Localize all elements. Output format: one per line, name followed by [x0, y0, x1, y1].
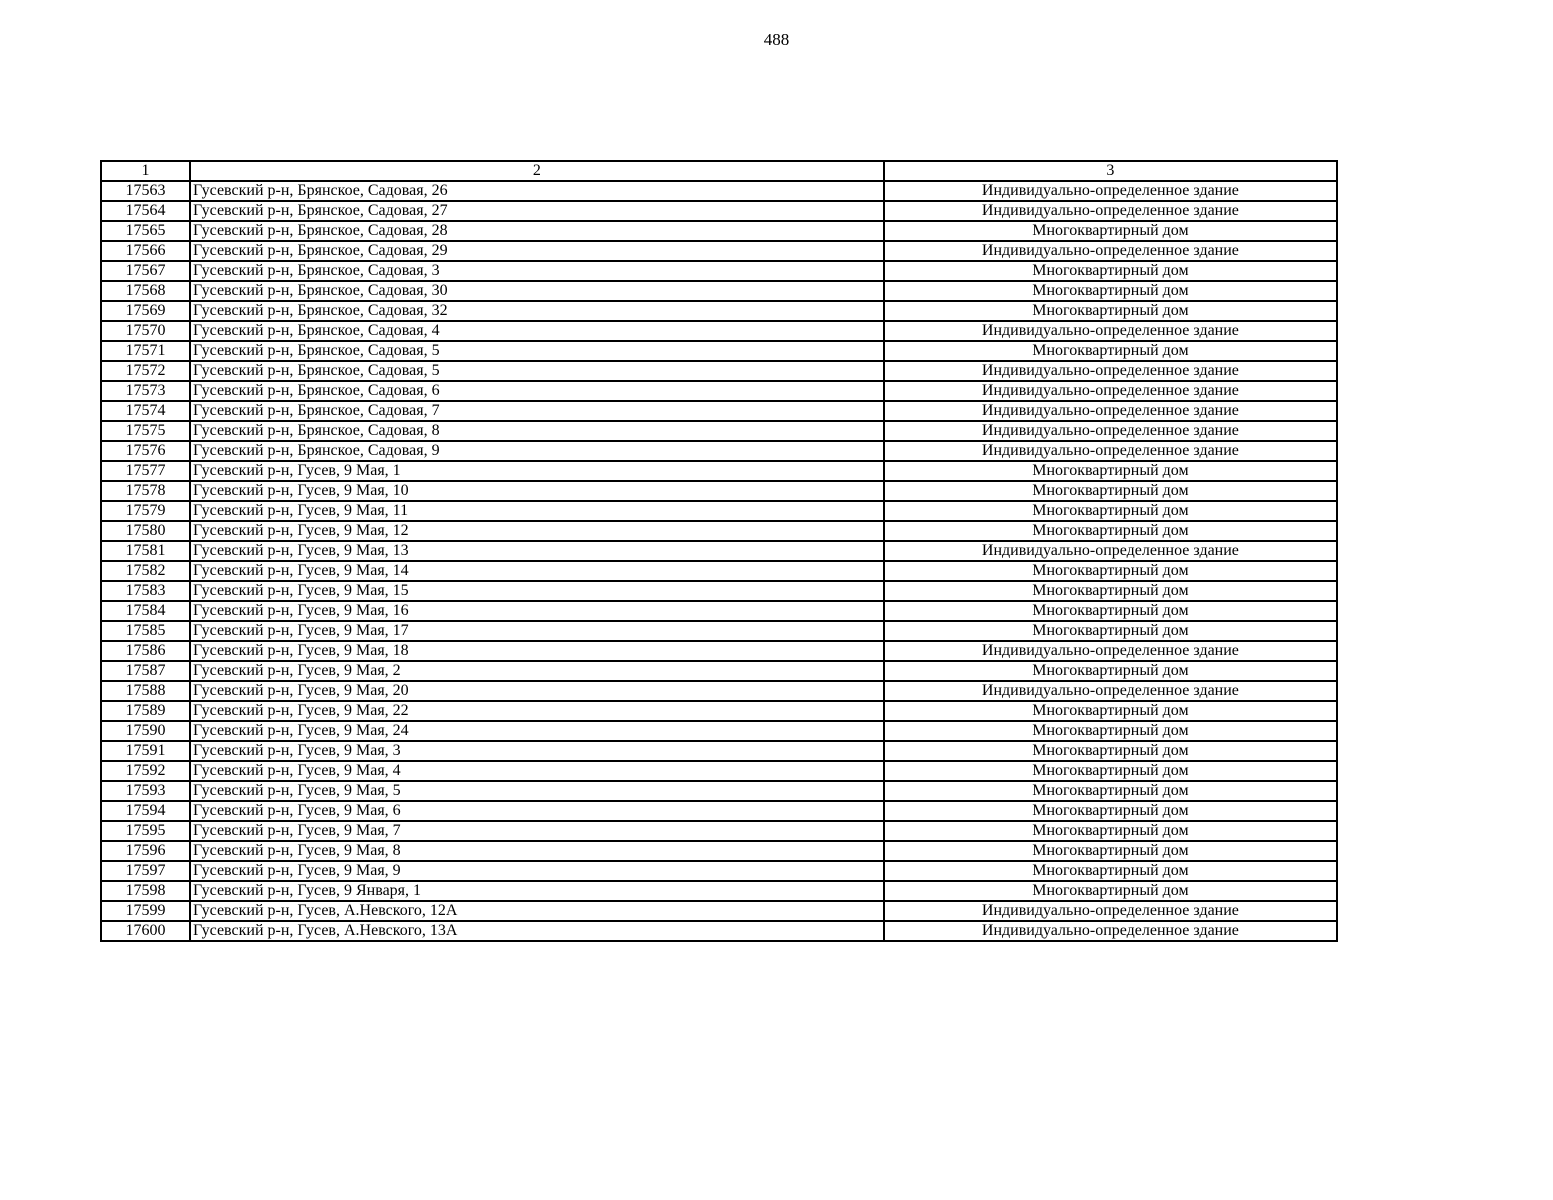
header-col-2: 2: [190, 161, 884, 181]
address-cell: Гусевский р-н, Гусев, 9 Мая, 22: [190, 701, 884, 721]
row-number-cell: 17584: [101, 601, 190, 621]
address-cell: Гусевский р-н, Гусев, 9 Мая, 3: [190, 741, 884, 761]
building-type-cell: Индивидуально-определенное здание: [884, 681, 1337, 701]
row-number-cell: 17565: [101, 221, 190, 241]
address-cell: Гусевский р-н, Брянское, Садовая, 5: [190, 361, 884, 381]
row-number-cell: 17564: [101, 201, 190, 221]
row-number-cell: 17585: [101, 621, 190, 641]
address-cell: Гусевский р-н, Гусев, 9 Мая, 2: [190, 661, 884, 681]
building-type-cell: Многоквартирный дом: [884, 621, 1337, 641]
table-row: [101, 361, 1337, 381]
address-cell: Гусевский р-н, Брянское, Садовая, 27: [190, 201, 884, 221]
row-number-cell: 17597: [101, 861, 190, 881]
address-cell: Гусевский р-н, Гусев, 9 Мая, 8: [190, 841, 884, 861]
building-type-cell: Многоквартирный дом: [884, 821, 1337, 841]
address-cell: Гусевский р-н, Гусев, 9 Января, 1: [190, 881, 884, 901]
row-number-cell: 17581: [101, 541, 190, 561]
building-type-cell: Многоквартирный дом: [884, 221, 1337, 241]
table-row: [101, 241, 1337, 261]
address-cell: Гусевский р-н, Гусев, А.Невского, 13А: [190, 921, 884, 941]
table-row: [101, 641, 1337, 661]
row-number-cell: 17577: [101, 461, 190, 481]
address-cell: Гусевский р-н, Гусев, 9 Мая, 11: [190, 501, 884, 521]
row-number-cell: 17586: [101, 641, 190, 661]
address-cell: Гусевский р-н, Брянское, Садовая, 29: [190, 241, 884, 261]
building-type-cell: Многоквартирный дом: [884, 581, 1337, 601]
address-cell: Гусевский р-н, Брянское, Садовая, 9: [190, 441, 884, 461]
building-type-cell: Индивидуально-определенное здание: [884, 181, 1337, 201]
building-type-cell: Многоквартирный дом: [884, 801, 1337, 821]
row-number-cell: 17578: [101, 481, 190, 501]
address-cell: Гусевский р-н, Брянское, Садовая, 3: [190, 261, 884, 281]
table-row: [101, 341, 1337, 361]
row-number-cell: 17590: [101, 721, 190, 741]
table-row: [101, 661, 1337, 681]
building-type-cell: Многоквартирный дом: [884, 501, 1337, 521]
table-row: [101, 861, 1337, 881]
table-row: [101, 421, 1337, 441]
address-cell: Гусевский р-н, Брянское, Садовая, 8: [190, 421, 884, 441]
building-type-cell: Многоквартирный дом: [884, 881, 1337, 901]
building-type-cell: Индивидуально-определенное здание: [884, 901, 1337, 921]
address-cell: Гусевский р-н, Брянское, Садовая, 5: [190, 341, 884, 361]
table-row: [101, 761, 1337, 781]
building-type-cell: Многоквартирный дом: [884, 521, 1337, 541]
building-type-cell: Многоквартирный дом: [884, 841, 1337, 861]
building-type-cell: Многоквартирный дом: [884, 741, 1337, 761]
row-number-cell: 17566: [101, 241, 190, 261]
address-cell: Гусевский р-н, Гусев, 9 Мая, 10: [190, 481, 884, 501]
table-row: [101, 621, 1337, 641]
table-row: [101, 721, 1337, 741]
table-header: [101, 161, 1337, 181]
table-row: [101, 481, 1337, 501]
table-row: [101, 381, 1337, 401]
registry-table: [100, 160, 1338, 942]
table-row: [101, 821, 1337, 841]
building-type-cell: Индивидуально-определенное здание: [884, 541, 1337, 561]
building-type-cell: Многоквартирный дом: [884, 461, 1337, 481]
table-row: [101, 261, 1337, 281]
table-row: [101, 841, 1337, 861]
address-cell: Гусевский р-н, Брянское, Садовая, 26: [190, 181, 884, 201]
building-type-cell: Многоквартирный дом: [884, 341, 1337, 361]
row-number-cell: 17583: [101, 581, 190, 601]
address-cell: Гусевский р-н, Гусев, 9 Мая, 7: [190, 821, 884, 841]
row-number-cell: 17572: [101, 361, 190, 381]
table-row: [101, 201, 1337, 221]
page-number: 488: [763, 30, 790, 49]
row-number-cell: 17579: [101, 501, 190, 521]
building-type-cell: Индивидуально-определенное здание: [884, 201, 1337, 221]
row-number-cell: 17598: [101, 881, 190, 901]
building-type-cell: Многоквартирный дом: [884, 301, 1337, 321]
address-cell: Гусевский р-н, Гусев, 9 Мая, 20: [190, 681, 884, 701]
row-number-cell: 17570: [101, 321, 190, 341]
address-cell: Гусевский р-н, Брянское, Садовая, 32: [190, 301, 884, 321]
header-col-1: 1: [101, 161, 190, 181]
table-row: [101, 501, 1337, 521]
row-number-cell: 17580: [101, 521, 190, 541]
table-row: [101, 901, 1337, 921]
building-type-cell: Многоквартирный дом: [884, 601, 1337, 621]
building-type-cell: Многоквартирный дом: [884, 701, 1337, 721]
address-cell: Гусевский р-н, Гусев, 9 Мая, 4: [190, 761, 884, 781]
table-row: [101, 521, 1337, 541]
row-number-cell: 17575: [101, 421, 190, 441]
building-type-cell: Многоквартирный дом: [884, 761, 1337, 781]
address-cell: Гусевский р-н, Гусев, 9 Мая, 1: [190, 461, 884, 481]
table-row: [101, 921, 1337, 941]
table-row: [101, 741, 1337, 761]
row-number-cell: 17567: [101, 261, 190, 281]
address-cell: Гусевский р-н, Брянское, Садовая, 30: [190, 281, 884, 301]
building-type-cell: Многоквартирный дом: [884, 721, 1337, 741]
row-number-cell: 17588: [101, 681, 190, 701]
table-row: [101, 181, 1337, 201]
address-cell: Гусевский р-н, Гусев, 9 Мая, 6: [190, 801, 884, 821]
address-cell: Гусевский р-н, Гусев, 9 Мая, 13: [190, 541, 884, 561]
table-row: [101, 321, 1337, 341]
table-row: [101, 441, 1337, 461]
address-cell: Гусевский р-н, Гусев, 9 Мая, 16: [190, 601, 884, 621]
row-number-cell: 17574: [101, 401, 190, 421]
building-type-cell: Многоквартирный дом: [884, 261, 1337, 281]
table-row: [101, 881, 1337, 901]
table-row: [101, 801, 1337, 821]
building-type-cell: Индивидуально-определенное здание: [884, 421, 1337, 441]
address-cell: Гусевский р-н, Брянское, Садовая, 4: [190, 321, 884, 341]
row-number-cell: 17573: [101, 381, 190, 401]
table-row: [101, 461, 1337, 481]
row-number-cell: 17600: [101, 921, 190, 941]
row-number-cell: 17592: [101, 761, 190, 781]
table-body: [101, 181, 1337, 941]
building-type-cell: Многоквартирный дом: [884, 781, 1337, 801]
address-cell: Гусевский р-н, Гусев, 9 Мая, 9: [190, 861, 884, 881]
row-number-cell: 17576: [101, 441, 190, 461]
building-type-cell: Многоквартирный дом: [884, 281, 1337, 301]
building-type-cell: Индивидуально-определенное здание: [884, 381, 1337, 401]
row-number-cell: 17593: [101, 781, 190, 801]
address-cell: Гусевский р-н, Гусев, 9 Мая, 14: [190, 561, 884, 581]
table-row: [101, 681, 1337, 701]
building-type-cell: Индивидуально-определенное здание: [884, 321, 1337, 341]
address-cell: Гусевский р-н, Брянское, Садовая, 7: [190, 401, 884, 421]
table-row: [101, 581, 1337, 601]
table-row: [101, 301, 1337, 321]
building-type-cell: Индивидуально-определенное здание: [884, 361, 1337, 381]
table-row: [101, 541, 1337, 561]
row-number-cell: 17591: [101, 741, 190, 761]
row-number-cell: 17571: [101, 341, 190, 361]
address-cell: Гусевский р-н, Гусев, 9 Мая, 12: [190, 521, 884, 541]
address-cell: Гусевский р-н, Гусев, 9 Мая, 5: [190, 781, 884, 801]
address-cell: Гусевский р-н, Брянское, Садовая, 28: [190, 221, 884, 241]
row-number-cell: 17568: [101, 281, 190, 301]
row-number-cell: 17587: [101, 661, 190, 681]
building-type-cell: Многоквартирный дом: [884, 661, 1337, 681]
address-cell: Гусевский р-н, Гусев, 9 Мая, 17: [190, 621, 884, 641]
table-row: [101, 701, 1337, 721]
building-type-cell: Индивидуально-определенное здание: [884, 641, 1337, 661]
row-number-cell: 17594: [101, 801, 190, 821]
building-type-cell: Многоквартирный дом: [884, 481, 1337, 501]
building-type-cell: Многоквартирный дом: [884, 861, 1337, 881]
building-type-cell: Индивидуально-определенное здание: [884, 441, 1337, 461]
row-number-cell: 17582: [101, 561, 190, 581]
row-number-cell: 17595: [101, 821, 190, 841]
table-row: [101, 561, 1337, 581]
header-col-3: 3: [884, 161, 1337, 181]
row-number-cell: 17569: [101, 301, 190, 321]
table-row: [101, 601, 1337, 621]
address-cell: Гусевский р-н, Брянское, Садовая, 6: [190, 381, 884, 401]
address-cell: Гусевский р-н, Гусев, 9 Мая, 18: [190, 641, 884, 661]
building-type-cell: Индивидуально-определенное здание: [884, 241, 1337, 261]
row-number-cell: 17596: [101, 841, 190, 861]
table-row: [101, 221, 1337, 241]
address-cell: Гусевский р-н, Гусев, 9 Мая, 24: [190, 721, 884, 741]
address-cell: Гусевский р-н, Гусев, А.Невского, 12А: [190, 901, 884, 921]
row-number-cell: 17563: [101, 181, 190, 201]
table-row: [101, 401, 1337, 421]
row-number-cell: 17599: [101, 901, 190, 921]
building-type-cell: Индивидуально-определенное здание: [884, 921, 1337, 941]
row-number-cell: 17589: [101, 701, 190, 721]
address-cell: Гусевский р-н, Гусев, 9 Мая, 15: [190, 581, 884, 601]
table-row: [101, 281, 1337, 301]
table-row: [101, 781, 1337, 801]
building-type-cell: Многоквартирный дом: [884, 561, 1337, 581]
header-row: [101, 161, 1337, 181]
building-type-cell: Индивидуально-определенное здание: [884, 401, 1337, 421]
